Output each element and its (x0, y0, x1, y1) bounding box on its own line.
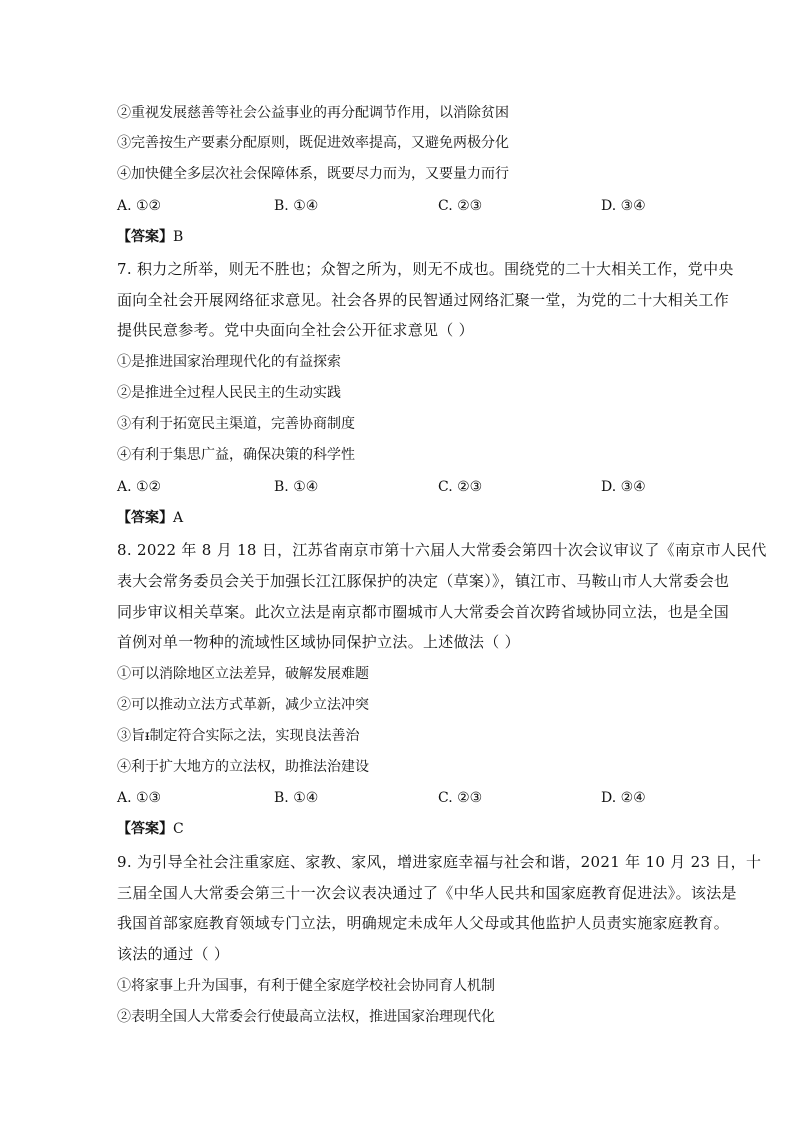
q8-stem-line-3: 同步审议相关草案。此次立法是南京都市圈城市人大常委会首次跨省域协同立法，也是全国 (117, 603, 730, 621)
q7-item-2: ②是推进全过程人民民主的生动实践 (117, 385, 341, 401)
q6-item-2: ②重视发展慈善等社会公益事业的再分配调节作用，以消除贫困 (117, 105, 509, 121)
q9-item-1: ①将家事上升为国事，有利于健全家庭学校社会协同育人机制 (117, 978, 495, 994)
q9-stem-line-4: 该法的通过（ ） (117, 945, 230, 963)
q7-item-1: ①是推进国家治理现代化的有益探索 (117, 354, 341, 370)
q6-option-a: A. ①② (117, 198, 162, 214)
q6-item-4: ④加快健全多层次社会保障体系，既要尽力而为，又要量力而行 (117, 166, 509, 182)
q7-option-b: B. ①④ (274, 479, 319, 495)
q7-stem-line-2: 面向全社会开展网络征求意见。社会各界的民智通过网络汇聚一堂，为党的二十大相关工作 (117, 291, 730, 309)
q7-option-a: A. ①② (117, 479, 162, 495)
q7-stem-line-3: 提供民意参考。党中央面向全社会公开征求意见（ ） (117, 321, 474, 339)
q9-stem-line-2: 三届全国人大常委会第三十一次会议表决通过了《中华人民共和国家庭教育促进法》。该法是 (117, 884, 737, 902)
answer-tag: 【答案】 (117, 510, 173, 526)
q8-item-2: ②可以推动立法方式革新，减少立法冲突 (117, 697, 369, 713)
q9-item-2: ②表明全国人大常委会行使最高立法权，推进国家治理现代化 (117, 1009, 495, 1025)
q8-item-1: ①可以消除地区立法差异，破解发展难题 (117, 666, 369, 682)
q8-answer (117, 820, 184, 838)
q8-stem-line-2: 表大会常务委员会关于加强长江江豚保护的决定（草案）》，镇江市、马鞍山市人大常委会也 (117, 572, 730, 590)
q8-stem-line-1: 8. 2022 年 8 月 18 日，江苏省南京市第十六届人大常委会第四十次会议审议了《南京市人民代 (117, 541, 767, 559)
q7-stem-line-1: 7. 积力之所举，则无不胜也；众智之所为，则无不成也。围绕党的二十大相关工作，党中央 (117, 260, 734, 278)
q8-item-3: ③旨ᵻ制定符合实际之法，实现良法善治 (117, 728, 360, 744)
q7-item-4: ④有利于集思广益，确保决策的科学性 (117, 447, 355, 463)
q6-item-3: ③完善按生产要素分配原则，既促进效率提高，又避免两极分化 (117, 135, 509, 151)
q9-stem-line-1: 9. 为引导全社会注重家庭、家教、家风，增进家庭幸福与社会和谐，2021 年 10 月 23 日，十 (117, 853, 762, 871)
answer-value: C (173, 821, 184, 837)
answer-tag: 【答案】 (117, 821, 173, 837)
q7-options (117, 478, 677, 496)
answer-value: A (173, 510, 184, 526)
q7-answer (117, 509, 183, 527)
q8-option-b: B. ①④ (274, 790, 319, 806)
q6-option-c: C. ②③ (438, 198, 483, 214)
q8-option-a: A. ①③ (117, 790, 162, 806)
q6-option-d: D. ③④ (601, 198, 646, 214)
answer-tag: 【答案】 (117, 229, 173, 245)
q8-stem-line-4: 首例对单一物种的流域性区域协同保护立法。上述做法（ ） (117, 633, 520, 651)
q7-option-c: C. ②③ (438, 479, 483, 495)
q8-option-d: D. ②④ (601, 790, 646, 806)
q6-answer (117, 228, 183, 246)
q8-item-4: ④利于扩大地方的立法权，助推法治建设 (117, 759, 369, 775)
q8-options (117, 789, 677, 807)
q6-options (117, 197, 677, 215)
q6-option-b: B. ①④ (274, 198, 319, 214)
q8-option-c: C. ②③ (438, 790, 483, 806)
q9-stem-line-3: 我国首部家庭教育领域专门立法，明确规定未成年人父母或其他监护人员责实施家庭教育。 (117, 914, 730, 932)
answer-value: B (173, 229, 184, 245)
q7-item-3: ③有利于拓宽民主渠道，完善协商制度 (117, 416, 355, 432)
q7-option-d: D. ③④ (601, 479, 646, 495)
